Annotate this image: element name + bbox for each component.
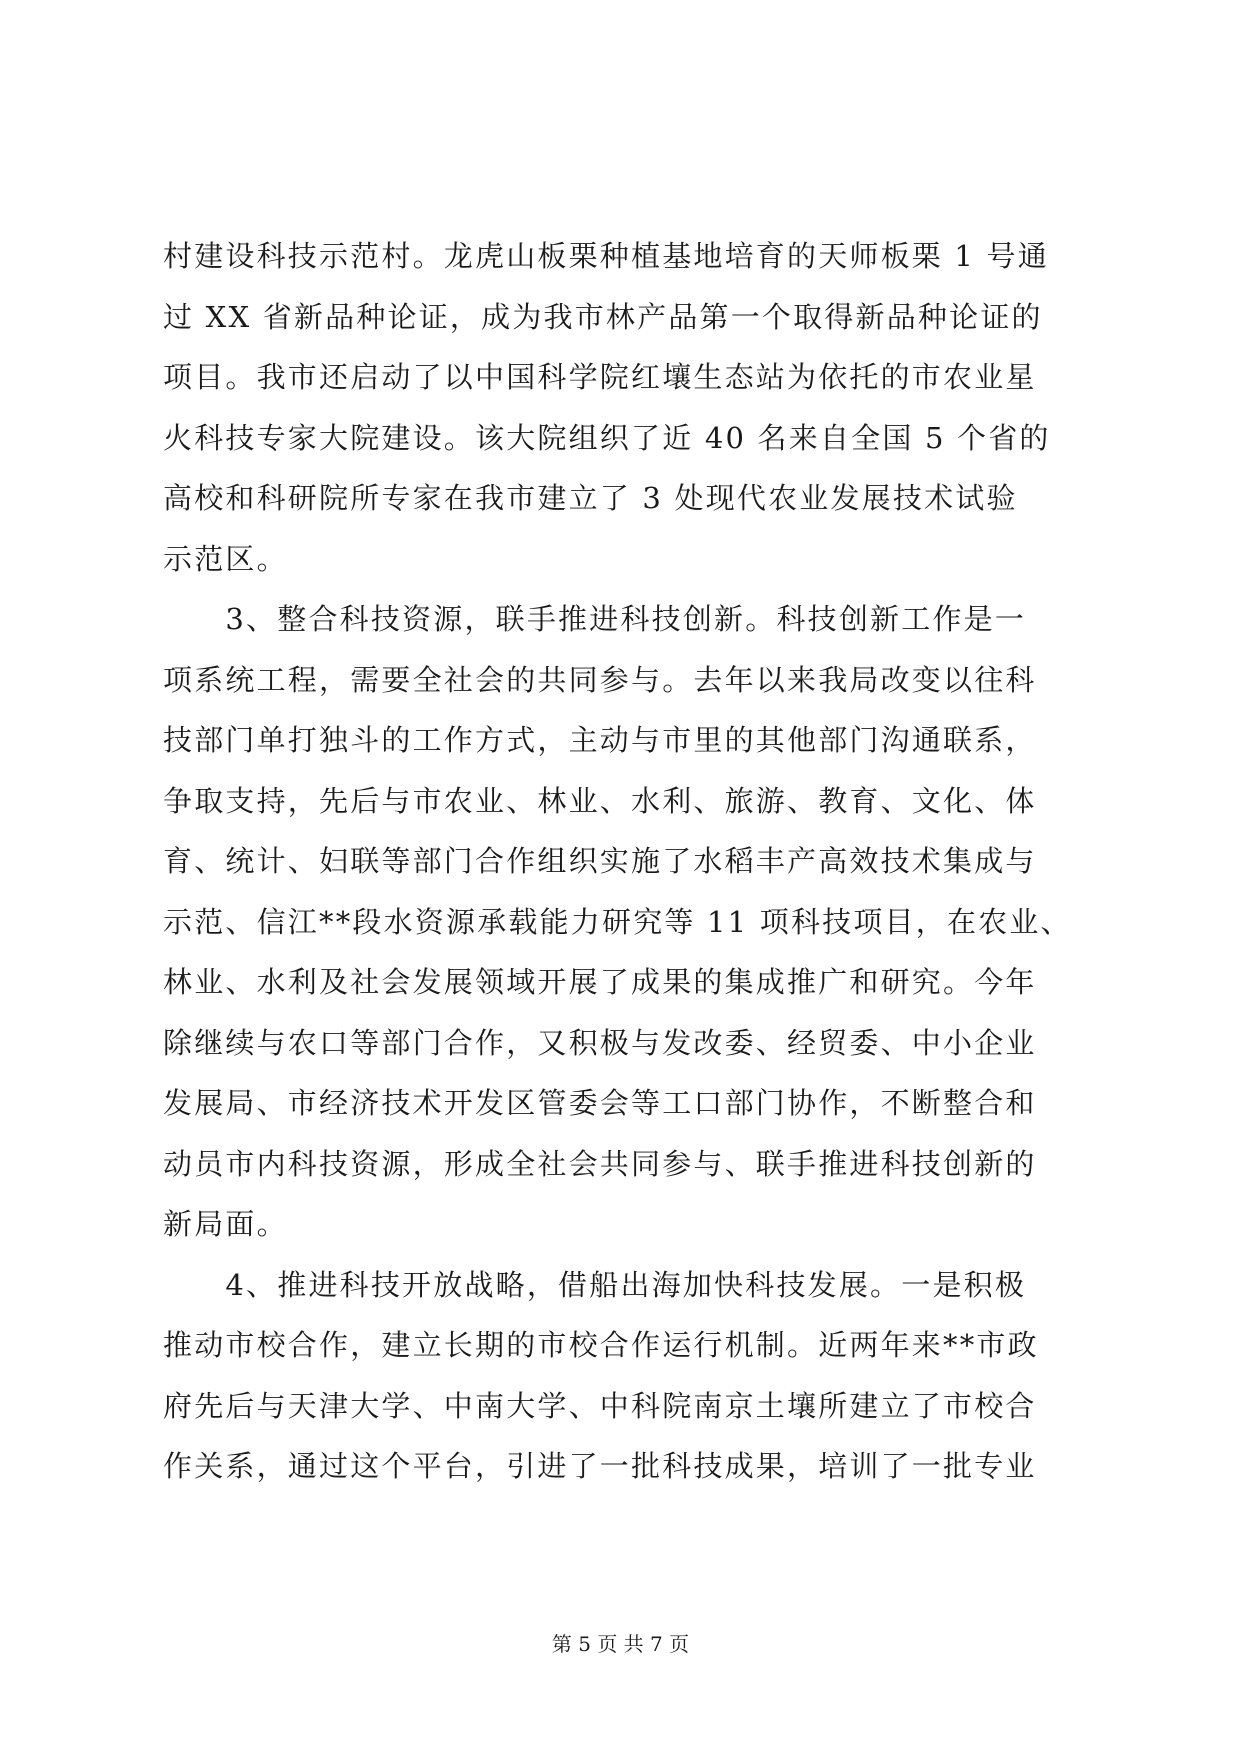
text-line: 育、统计、妇联等部门合作组织实施了水稻丰产高效技术集成与 (163, 844, 1037, 878)
text-line: 示范区。 (163, 541, 288, 576)
text-line: 村建设科技示范村。龙虎山板栗种植基地培育的天师板栗 1 号通 (163, 239, 1049, 273)
text-line: 技部门单打独斗的工作方式，主动与市里的其他部门沟通联系， (163, 723, 1037, 757)
body-text (163, 226, 1093, 1497)
text-line: 动员市内科技资源，形成全社会共同参与、联手推进科技创新的 (163, 1146, 1037, 1181)
text-line: 推动市校合作，建立长期的市校合作运行机制。近两年来**市政 (163, 1328, 1039, 1362)
text-line: 发展局、市经济技术开发区管委会等工口部门协作，不断整合和 (163, 1086, 1037, 1120)
text-line: 3、整合科技资源，联手推进科技创新。科技创新工作是一 (163, 602, 1027, 636)
text-line: 林业、水利及社会发展领域开展了成果的集成推广和研究。今年 (163, 965, 1037, 999)
text-line: 4、推进科技开放战略，借船出海加快科技发展。一是积极 (163, 1267, 1027, 1302)
text-line: 争取支持，先后与市农业、林业、水利、旅游、教育、文化、体 (163, 783, 1037, 818)
text-line: 府先后与天津大学、中南大学、中科院南京土壤所建立了市校合 (163, 1388, 1037, 1423)
text-line: 高校和科研院所专家在我市建立了 3 处现代农业发展技术试验 (163, 481, 1018, 515)
text-line: 项目。我市还启动了以中国科学院红壤生态站为依托的市农业星 (163, 360, 1037, 394)
text-line: 作关系，通过这个平台，引进了一批科技成果，培训了一批专业 (163, 1449, 1037, 1483)
page-footer: 第 5 页 共 7 页 (551, 1632, 690, 1656)
text-line: 新局面。 (163, 1207, 288, 1241)
text-line: 除继续与农口等部门合作，又积极与发改委、经贸委、中小企业 (163, 1025, 1037, 1060)
text-line: 项系统工程，需要全社会的共同参与。去年以来我局改变以往科 (163, 662, 1037, 697)
text-line: 示范、信江**段水资源承载能力研究等 11 项科技项目，在农业、 (163, 904, 1072, 939)
text-line: 火科技专家大院建设。该大院组织了近 40 名来自全国 5 个省的 (163, 420, 1051, 455)
text-line: 过 XX 省新品种论证，成为我市林产品第一个取得新品种论证的 (163, 299, 1043, 334)
